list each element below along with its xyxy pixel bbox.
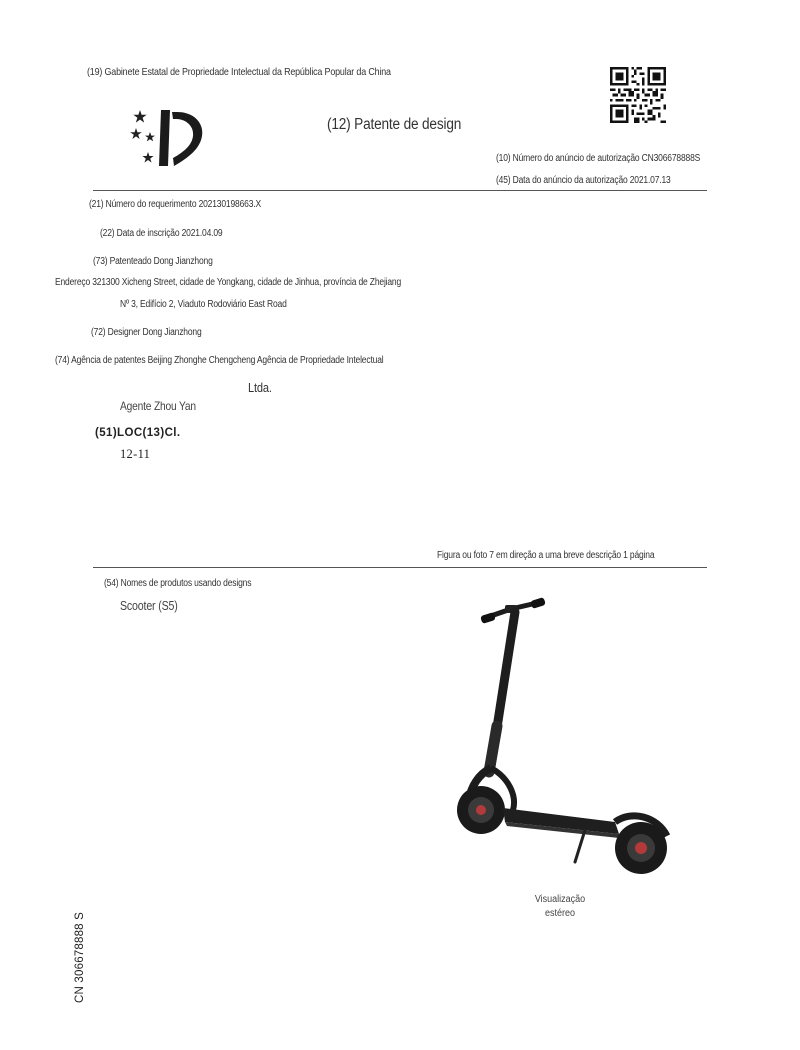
figure-description: Figura ou foto 7 em direção a uma breve descrição 1 página <box>437 550 655 561</box>
application-number: (21) Número do requerimento 202130198663.X <box>89 199 261 210</box>
publication-number: (10) Número do anúncio de autorização CN306678888S <box>496 153 701 164</box>
agent: Agente Zhou Yan <box>120 399 196 413</box>
figure-caption <box>524 893 596 921</box>
side-document-number: CN 306678888 S <box>74 911 86 1003</box>
electric-scooter-image <box>445 596 675 886</box>
caption-line-1: Visualização <box>534 894 586 905</box>
agency-line-1: (74) Agência de patentes Beijing Zhonghe Chengcheng Agência de Propriedade Intelectual <box>55 355 384 366</box>
locarno-class-value: 12-11 <box>120 447 151 461</box>
address-line-1: Endereço 321300 Xicheng Street, cidade de Yongkang, cidade de Jinhua, província de Zhejiang <box>55 277 402 288</box>
section-divider <box>93 567 707 568</box>
qr-code-icon <box>610 67 666 123</box>
designer: (72) Designer Dong Jianzhong <box>91 327 202 338</box>
issuing-office: (19) Gabinete Estatal de Propriedade Intelectual da República Popular da China <box>87 66 391 78</box>
product-name: Scooter (S5) <box>120 599 178 613</box>
patentee: (73) Patenteado Dong Jianzhong <box>93 256 213 267</box>
publication-date: (45) Data do anúncio da autorização 2021.07.13 <box>496 175 671 186</box>
address-line-2: Nº 3, Edifício 2, Viaduto Rodoviário East Road <box>120 299 287 310</box>
agency-line-2: Ltda. <box>248 380 272 395</box>
header-divider <box>93 190 707 191</box>
product-heading: (54) Nomes de produtos usando designs <box>104 578 252 589</box>
cnipa-emblem-icon <box>128 108 208 168</box>
filing-date: (22) Data de inscrição 2021.04.09 <box>100 228 223 239</box>
caption-line-2: estéreo <box>544 908 576 919</box>
document-title: (12) Patente de design <box>327 116 462 133</box>
locarno-class-label: (51)LOC(13)Cl. <box>95 427 181 439</box>
